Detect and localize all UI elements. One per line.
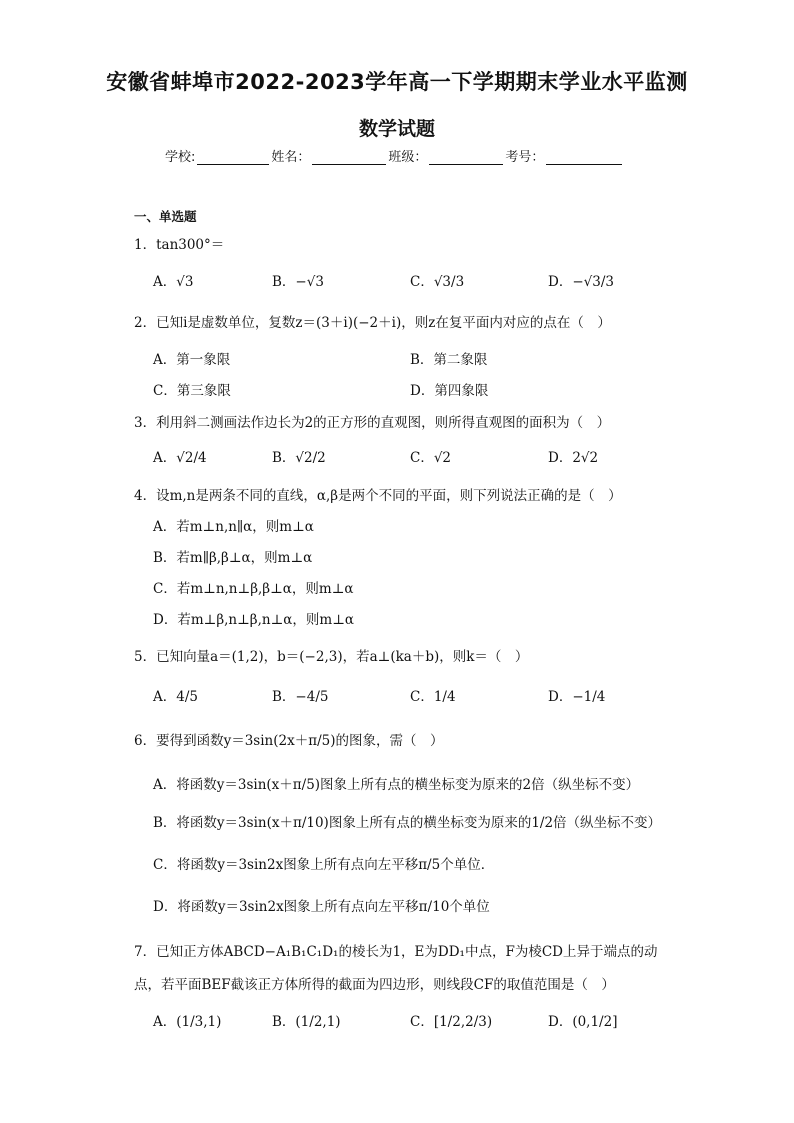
question-1-option-b[interactable]: B．−√3 <box>272 274 324 290</box>
exam-subtitle: 数学试题 <box>358 118 435 140</box>
question-4-option-c[interactable]: C．若m⊥n,n⊥β,β⊥α，则m⊥α <box>153 581 354 597</box>
name-blank[interactable] <box>312 150 386 165</box>
question-6-stem: 6．要得到函数y＝3sin(2x＋π/5)的图象，需（ ） <box>134 733 444 749</box>
school-label: 学校: <box>165 150 196 165</box>
section-heading: 一、单选题 <box>134 209 197 224</box>
question-2-stem: 2．已知i是虚数单位，复数z＝(3＋i)(−2＋i)，则z在复平面内对应的点在（ ） <box>134 315 611 331</box>
question-4-option-d[interactable]: D．若m⊥β,n⊥β,n⊥α，则m⊥α <box>153 612 355 628</box>
question-2-option-a[interactable]: A．第一象限 <box>153 352 231 368</box>
exam-number-blank[interactable] <box>546 150 622 165</box>
question-4-stem: 4．设m,n是两条不同的直线，α,β是两个不同的平面，则下列说法正确的是（ ） <box>134 488 622 504</box>
question-7-option-c[interactable]: C．[1/2,2/3) <box>410 1014 493 1030</box>
question-3-option-b[interactable]: B．√2/2 <box>272 450 326 466</box>
question-5-option-a[interactable]: A．4/5 <box>153 689 198 705</box>
question-5-option-c[interactable]: C．1/4 <box>410 689 456 705</box>
question-7-option-a[interactable]: A．(1/3,1) <box>153 1014 222 1030</box>
question-7-stem: 7．已知正方体ABCD−A₁B₁C₁D₁的棱长为1，E为DD₁中点，F为棱CD上异于端点的动点，若平面BEF截该正方体所得的截面为四边形，则线段CF的取值范围是（ ） <box>134 944 658 993</box>
question-5-option-b[interactable]: B．−4/5 <box>272 689 329 705</box>
question-1-option-d[interactable]: D．−√3/3 <box>548 274 614 290</box>
question-3-option-d[interactable]: D．2√2 <box>548 450 599 466</box>
question-2-option-d[interactable]: D．第四象限 <box>410 383 489 399</box>
question-2-option-c[interactable]: C．第三象限 <box>153 383 231 399</box>
question-1-stem: 1．tan300°＝ <box>134 237 225 253</box>
question-1-option-c[interactable]: C．√3/3 <box>410 274 465 290</box>
student-info-fields <box>165 146 624 165</box>
school-blank[interactable] <box>197 150 269 165</box>
question-6-option-d[interactable]: D．将函数y＝3sin2x图象上所有点向左平移π/10个单位 <box>153 899 490 915</box>
question-4-option-a[interactable]: A．若m⊥n,n∥α，则m⊥α <box>153 519 314 535</box>
exam-number-label: 考号： <box>505 150 545 165</box>
name-label: 姓名： <box>271 150 311 165</box>
question-7-option-b[interactable]: B．(1/2,1) <box>272 1014 341 1030</box>
class-label: 班级： <box>388 150 428 165</box>
question-6-option-b[interactable]: B．将函数y＝3sin(x＋π/10)图象上所有点的横坐标变为原来的1/2倍（纵坐标不变） <box>153 815 662 831</box>
question-7-option-d[interactable]: D．(0,1/2] <box>548 1014 618 1030</box>
question-3-option-c[interactable]: C．√2 <box>410 450 452 466</box>
question-3-stem: 3．利用斜二测画法作边长为2的正方形的直观图，则所得直观图的面积为（ ） <box>134 415 611 431</box>
question-5-option-d[interactable]: D．−1/4 <box>548 689 606 705</box>
question-1-option-a[interactable]: A．√3 <box>153 274 194 290</box>
question-5-stem: 5．已知向量a＝(1,2)，b＝(−2,3)，若a⊥(ka＋b)，则k＝（ ） <box>134 649 529 665</box>
question-3-option-a[interactable]: A．√2/4 <box>153 450 207 466</box>
question-6-option-c[interactable]: C．将函数y＝3sin2x图象上所有点向左平移π/5个单位． <box>153 857 495 873</box>
class-blank[interactable] <box>429 150 503 165</box>
question-2-option-b[interactable]: B．第二象限 <box>410 352 488 368</box>
exam-title: 安徽省蚌埠市2022-2023学年高一下学期期末学业水平监测 <box>106 70 688 94</box>
question-6-option-a[interactable]: A．将函数y＝3sin(x＋π/5)图象上所有点的横坐标变为原来的2倍（纵坐标不变） <box>153 777 640 793</box>
question-4-option-b[interactable]: B．若m∥β,β⊥α，则m⊥α <box>153 550 313 566</box>
